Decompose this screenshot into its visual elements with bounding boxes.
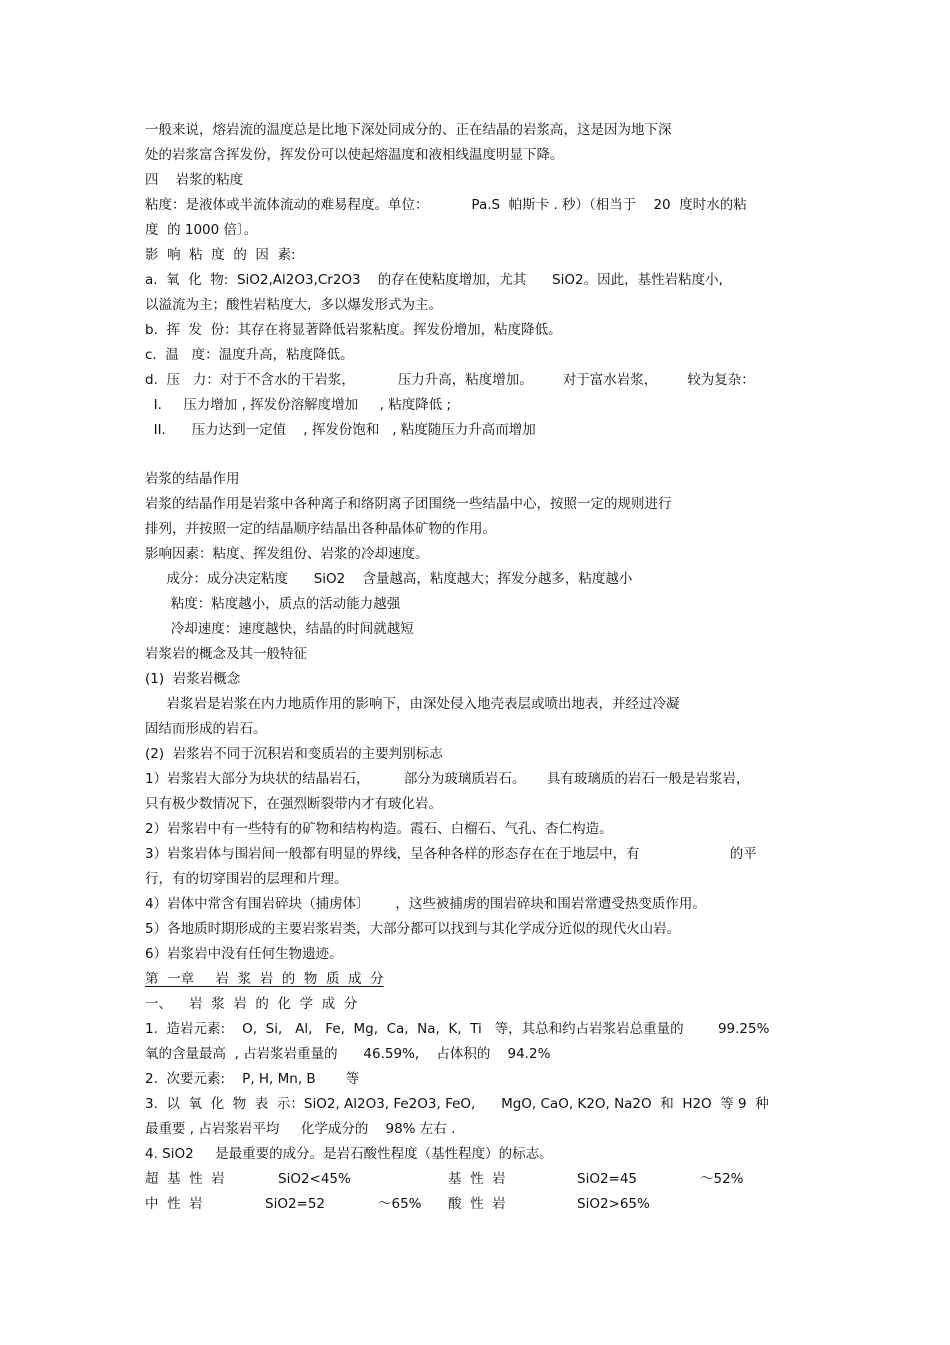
text-line: 影 响 粘 度 的 因 素:: [145, 247, 296, 263]
text-line: 影响因素：粘度、挥发组份、岩浆的冷却速度。: [145, 546, 429, 562]
text-line: 4. SiO2 是最重要的成分。是岩石酸性程度（基性程度）的标志。: [145, 1146, 553, 1162]
text-line: II. 压力达到一定值 , 挥发份饱和 , 粘度随压力升高而增加: [145, 422, 536, 438]
rock-class-label: 中 性 岩: [145, 1196, 203, 1212]
rock-class-value: ～52%: [700, 1171, 744, 1187]
text-line: 固结而形成的岩石。: [145, 721, 267, 737]
text-line: c. 温 度：温度升高，粘度降低。: [145, 347, 354, 363]
text-line: 成分：成分决定粘度 SiO2 含量越高，粘度越大；挥发分越多，粘度越小: [145, 571, 633, 587]
text-line: (2) 岩浆岩不同于沉积岩和变质岩的主要判别标志: [145, 746, 443, 762]
text-line: 粘度：是液体或半流体流动的难易程度。单位： Pa.S 帕斯卡 . 秒）（相当于 20 度时水的粘: [145, 197, 747, 213]
text-line: (1) 岩浆岩概念: [145, 671, 241, 687]
rock-class-label: 基 性 岩: [448, 1171, 506, 1187]
text-line: d. 压 力：对于不含水的干岩浆， 压力升高，粘度增加。 对于富水岩浆， 较为复杂：: [145, 372, 755, 388]
section-heading: 岩浆的结晶作用: [145, 471, 240, 487]
text-line: 6）岩浆岩中没有任何生物遗迹。: [145, 946, 343, 962]
text-line: 岩浆岩是岩浆在内力地质作用的影响下，由深处侵入地壳表层或喷出地表，并经过冷凝: [145, 696, 680, 712]
text-line: 2）岩浆岩中有一些特有的矿物和结构构造。霞石、白榴石、气孔、杏仁构造。: [145, 821, 613, 837]
text-line: 粘度：粘度越小，质点的活动能力越强: [145, 596, 401, 612]
section-heading: 一、 岩 浆 岩 的 化 学 成 分: [145, 996, 358, 1012]
text-line: 1. 造岩元素: O, Si, Al, Fe, Mg, Ca, Na, K, Ti 等，其总和约占岩浆岩总重量的 99.25%: [145, 1021, 770, 1037]
text-line: 氧的含量最高 , 占岩浆岩重量的 46.59%, 占体积的 94.2%: [145, 1046, 551, 1062]
rock-class-value: SiO2>65%: [577, 1196, 650, 1212]
text-line: 岩浆的结晶作用是岩浆中各种离子和络阴离子团围绕一些结晶中心，按照一定的规则进行: [145, 496, 672, 512]
text-line: 以溢流为主；酸性岩粘度大，多以爆发形式为主。: [145, 297, 442, 313]
text-line: 只有极少数情况下，在强烈断裂带内才有玻化岩。: [145, 796, 442, 812]
rock-class-label: 酸 性 岩: [448, 1196, 506, 1212]
rock-class-value: SiO2<45%: [278, 1171, 351, 1187]
text-line: 2. 次要元素: P, H, Mn, B 等: [145, 1071, 360, 1087]
text-line: 4）岩体中常含有围岩碎块（捕虏体〕 ，这些被捕虏的围岩碎块和围岩常遭受热变质作用。: [145, 896, 706, 912]
text-line: I. 压力增加 , 挥发份溶解度增加 , 粘度降低 ;: [145, 397, 452, 413]
text-line: 3. 以 氧 化 物 表 示：SiO2, Al2O3, Fe2O3, FeO, MgO, CaO, K2O, Na2O 和 H2O 等 9 种: [145, 1096, 769, 1112]
text-line: 一般来说，熔岩流的温度总是比地下深处同成分的、正在结晶的岩浆高，这是因为地下深: [145, 122, 672, 138]
text-line: 度 的 1000 倍〕。: [145, 222, 258, 238]
rock-class-value: SiO2=45: [577, 1171, 638, 1187]
section-heading: 四 岩浆的粘度: [145, 172, 244, 188]
text-line: 5）各地质时期形成的主要岩浆岩类，大部分都可以找到与其化学成分近似的现代火山岩。: [145, 921, 681, 937]
rock-class-value: ～65%: [378, 1196, 422, 1212]
rock-class-label: 超 基 性 岩: [145, 1171, 225, 1187]
text-line: b. 挥 发 份：其存在将显著降低岩浆粘度。挥发份增加，粘度降低。: [145, 322, 562, 338]
chapter-title: 第 一章 岩 浆 岩 的 物 质 成 分: [145, 971, 384, 987]
text-line: a. 氧 化 物: SiO2,Al2O3,Cr2O3 的存在使粘度增加，尤其 SiO2。因此，基性岩粘度小,: [145, 272, 723, 288]
section-heading: 岩浆岩的概念及其一般特征: [145, 646, 307, 662]
text-line: 最重要 , 占岩浆岩平均 化学成分的 98% 左右 .: [145, 1121, 456, 1137]
text-line: 3）岩浆岩体与围岩间一般都有明显的界线，呈各种各样的形态存在在于地层中，有 的平: [145, 846, 757, 862]
text-line: 排列，并按照一定的结晶顺序结晶出各种晶体矿物的作用。: [145, 521, 496, 537]
text-line: 处的岩浆富含挥发份，挥发份可以使起熔温度和液相线温度明显下降。: [145, 147, 564, 163]
rock-class-value: SiO2=52: [265, 1196, 326, 1212]
text-line: 冷却速度：速度越快，结晶的时间就越短: [145, 621, 414, 637]
text-line: 行，有的切穿围岩的层理和片理。: [145, 871, 348, 887]
text-line: 1）岩浆岩大部分为块状的结晶岩石， 部分为玻璃质岩石。 具有玻璃质的岩石一般是岩浆岩，: [145, 771, 750, 787]
